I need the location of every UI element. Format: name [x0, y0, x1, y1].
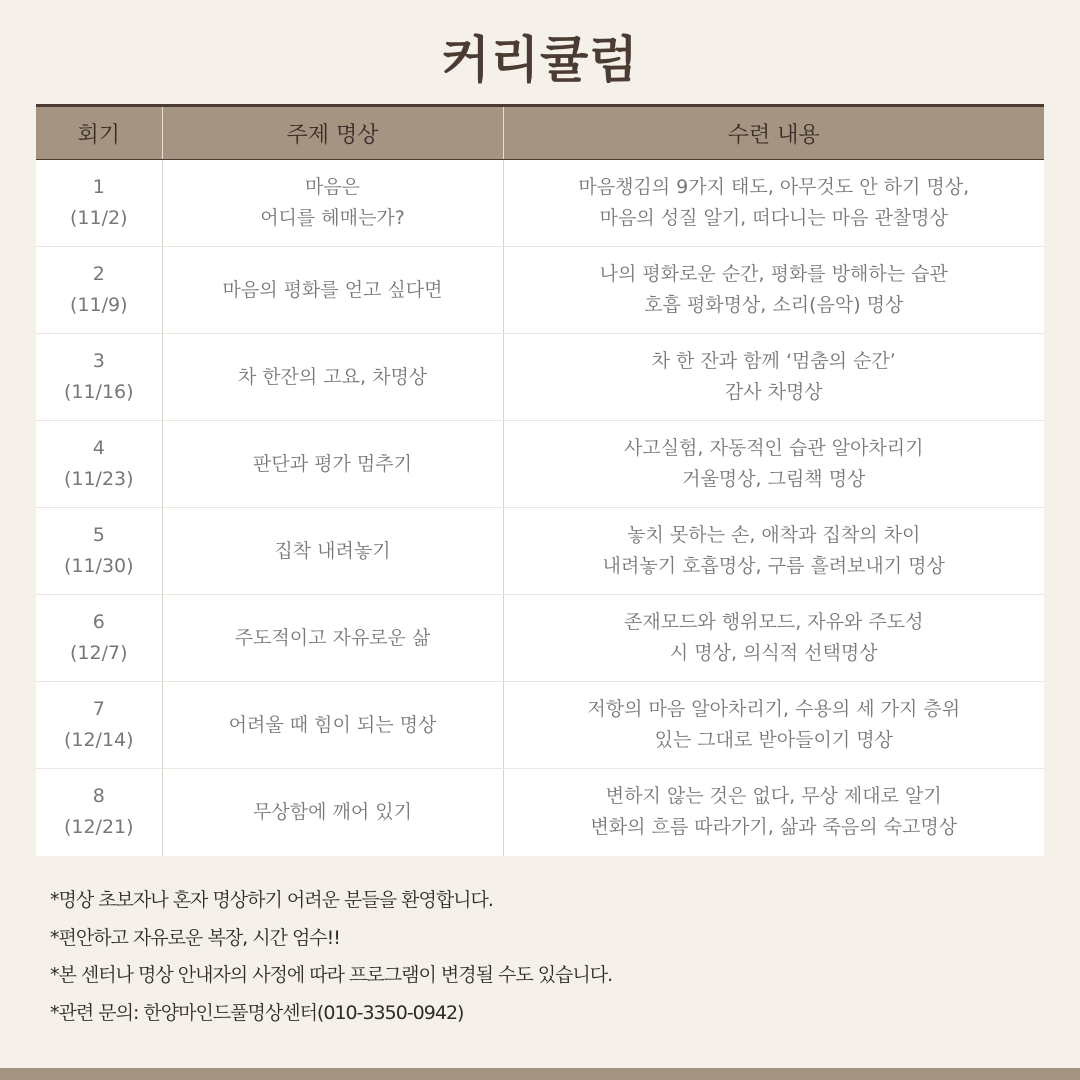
table-row: [36, 247, 1044, 334]
session-date: (11/23): [63, 468, 134, 490]
content-cell: [503, 160, 1044, 247]
table-body: [36, 160, 1044, 856]
topic-cell: [162, 595, 503, 682]
table-row: [36, 334, 1044, 421]
session-number: 7: [92, 698, 105, 720]
content-line: 시 명상, 의식적 선택명상: [669, 642, 878, 664]
session-number: 1: [92, 176, 105, 198]
session-number: 4: [92, 437, 105, 459]
topic-line: 판단과 평가 멈추기: [253, 452, 412, 475]
session-number: 6: [92, 611, 105, 633]
session-date: (11/2): [70, 207, 128, 229]
session-cell: [36, 508, 162, 595]
topic-line: 어디를 헤매는가?: [260, 207, 405, 229]
topic-line: 차 한잔의 고요, 차명상: [237, 365, 428, 388]
content-line: 거울명상, 그림책 명상: [682, 468, 866, 490]
session-date: (11/9): [70, 294, 128, 316]
session-number: 3: [92, 350, 105, 372]
session-cell: [36, 595, 162, 682]
topic-line: 마음의 평화를 얻고 싶다면: [222, 278, 443, 301]
session-date: (12/7): [70, 642, 128, 664]
topic-cell: [162, 508, 503, 595]
topic-cell: [162, 334, 503, 421]
session-date: (11/30): [63, 555, 134, 577]
session-date: (12/21): [63, 816, 134, 839]
topic-cell: [162, 769, 503, 856]
content-line: 차 한 잔과 함께 ‘멈춤의 순간’: [651, 350, 896, 372]
content-line: 있는 그대로 받아들이기 명상: [654, 729, 893, 751]
table-header-row: [36, 106, 1044, 160]
topic-line: 어려울 때 힘이 되는 명상: [228, 713, 437, 736]
content-cell: [503, 421, 1044, 508]
session-cell: [36, 769, 162, 856]
topic-cell: [162, 421, 503, 508]
content-line: 마음의 성질 알기, 떠다니는 마음 관찰명상: [599, 207, 948, 229]
session-number: 2: [92, 263, 105, 285]
header-topic: 주제 명상: [162, 106, 503, 160]
content-line: 나의 평화로운 순간, 평화를 방해하는 습관: [599, 263, 948, 285]
content-cell: [503, 682, 1044, 769]
table-row: [36, 769, 1044, 856]
session-cell: [36, 160, 162, 247]
content-cell: [503, 508, 1044, 595]
note-welcome: *명상 초보자나 혼자 명상하기 어려운 분들을 환영합니다.: [50, 889, 493, 911]
content-cell: [503, 247, 1044, 334]
curriculum-table: [36, 104, 1044, 856]
note-dress-code: *편안하고 자유로운 복장, 시간 엄수!!: [50, 926, 340, 949]
content-line: 감사 차명상: [724, 381, 823, 403]
content-line: 존재모드와 행위모드, 자유와 주도성: [624, 611, 924, 633]
session-date: (11/16): [63, 381, 134, 403]
topic-cell: [162, 682, 503, 769]
content-line: 저항의 마음 알아차리기, 수용의 세 가지 층위: [587, 698, 961, 720]
content-line: 변하지 않는 것은 없다, 무상 제대로 알기: [605, 785, 942, 808]
topic-line: 주도적이고 자유로운 삶: [234, 626, 431, 649]
content-cell: [503, 334, 1044, 421]
table-row: [36, 421, 1044, 508]
session-cell: [36, 247, 162, 334]
table-row: [36, 160, 1044, 247]
session-date: (12/14): [63, 729, 134, 751]
content-cell: [503, 769, 1044, 856]
notes: [50, 882, 1030, 1032]
header-session: 회기: [36, 106, 162, 160]
content-line: 놓치 못하는 손, 애착과 집착의 차이: [627, 524, 921, 546]
topic-cell: [162, 160, 503, 247]
content-line: 마음챙김의 9가지 태도, 아무것도 안 하기 명상,: [578, 176, 970, 198]
content-line: 변화의 흐름 따라가기, 삶과 죽음의 숙고명상: [590, 816, 958, 839]
note-schedule-change: *본 센터나 명상 안내자의 사정에 따라 프로그램이 변경될 수도 있습니다.: [50, 964, 613, 986]
table-row: [36, 682, 1044, 769]
session-cell: [36, 421, 162, 508]
topic-cell: [162, 247, 503, 334]
session-number: 8: [92, 785, 105, 808]
header-content: 수련 내용: [503, 106, 1044, 160]
content-line: 사고실험, 자동적인 습관 알아차리기: [624, 437, 924, 459]
topic-line: 마음은: [304, 176, 361, 198]
content-line: 내려놓기 호흡명상, 구름 흘려보내기 명상: [602, 555, 945, 577]
topic-line: 집착 내려놓기: [274, 539, 391, 562]
page-title: 커리큘럼: [441, 31, 639, 89]
session-cell: [36, 682, 162, 769]
session-number: 5: [92, 524, 105, 546]
table-row: [36, 508, 1044, 595]
bottom-bar: [0, 1068, 1080, 1080]
content-line: 호흡 평화명상, 소리(음악) 명상: [644, 294, 904, 316]
note-contact: *관련 문의: 한양마인드풀명상센터(010-3350-0942): [50, 1001, 464, 1024]
topic-line: 무상함에 깨어 있기: [253, 800, 412, 823]
table-row: [36, 595, 1044, 682]
session-cell: [36, 334, 162, 421]
content-cell: [503, 595, 1044, 682]
